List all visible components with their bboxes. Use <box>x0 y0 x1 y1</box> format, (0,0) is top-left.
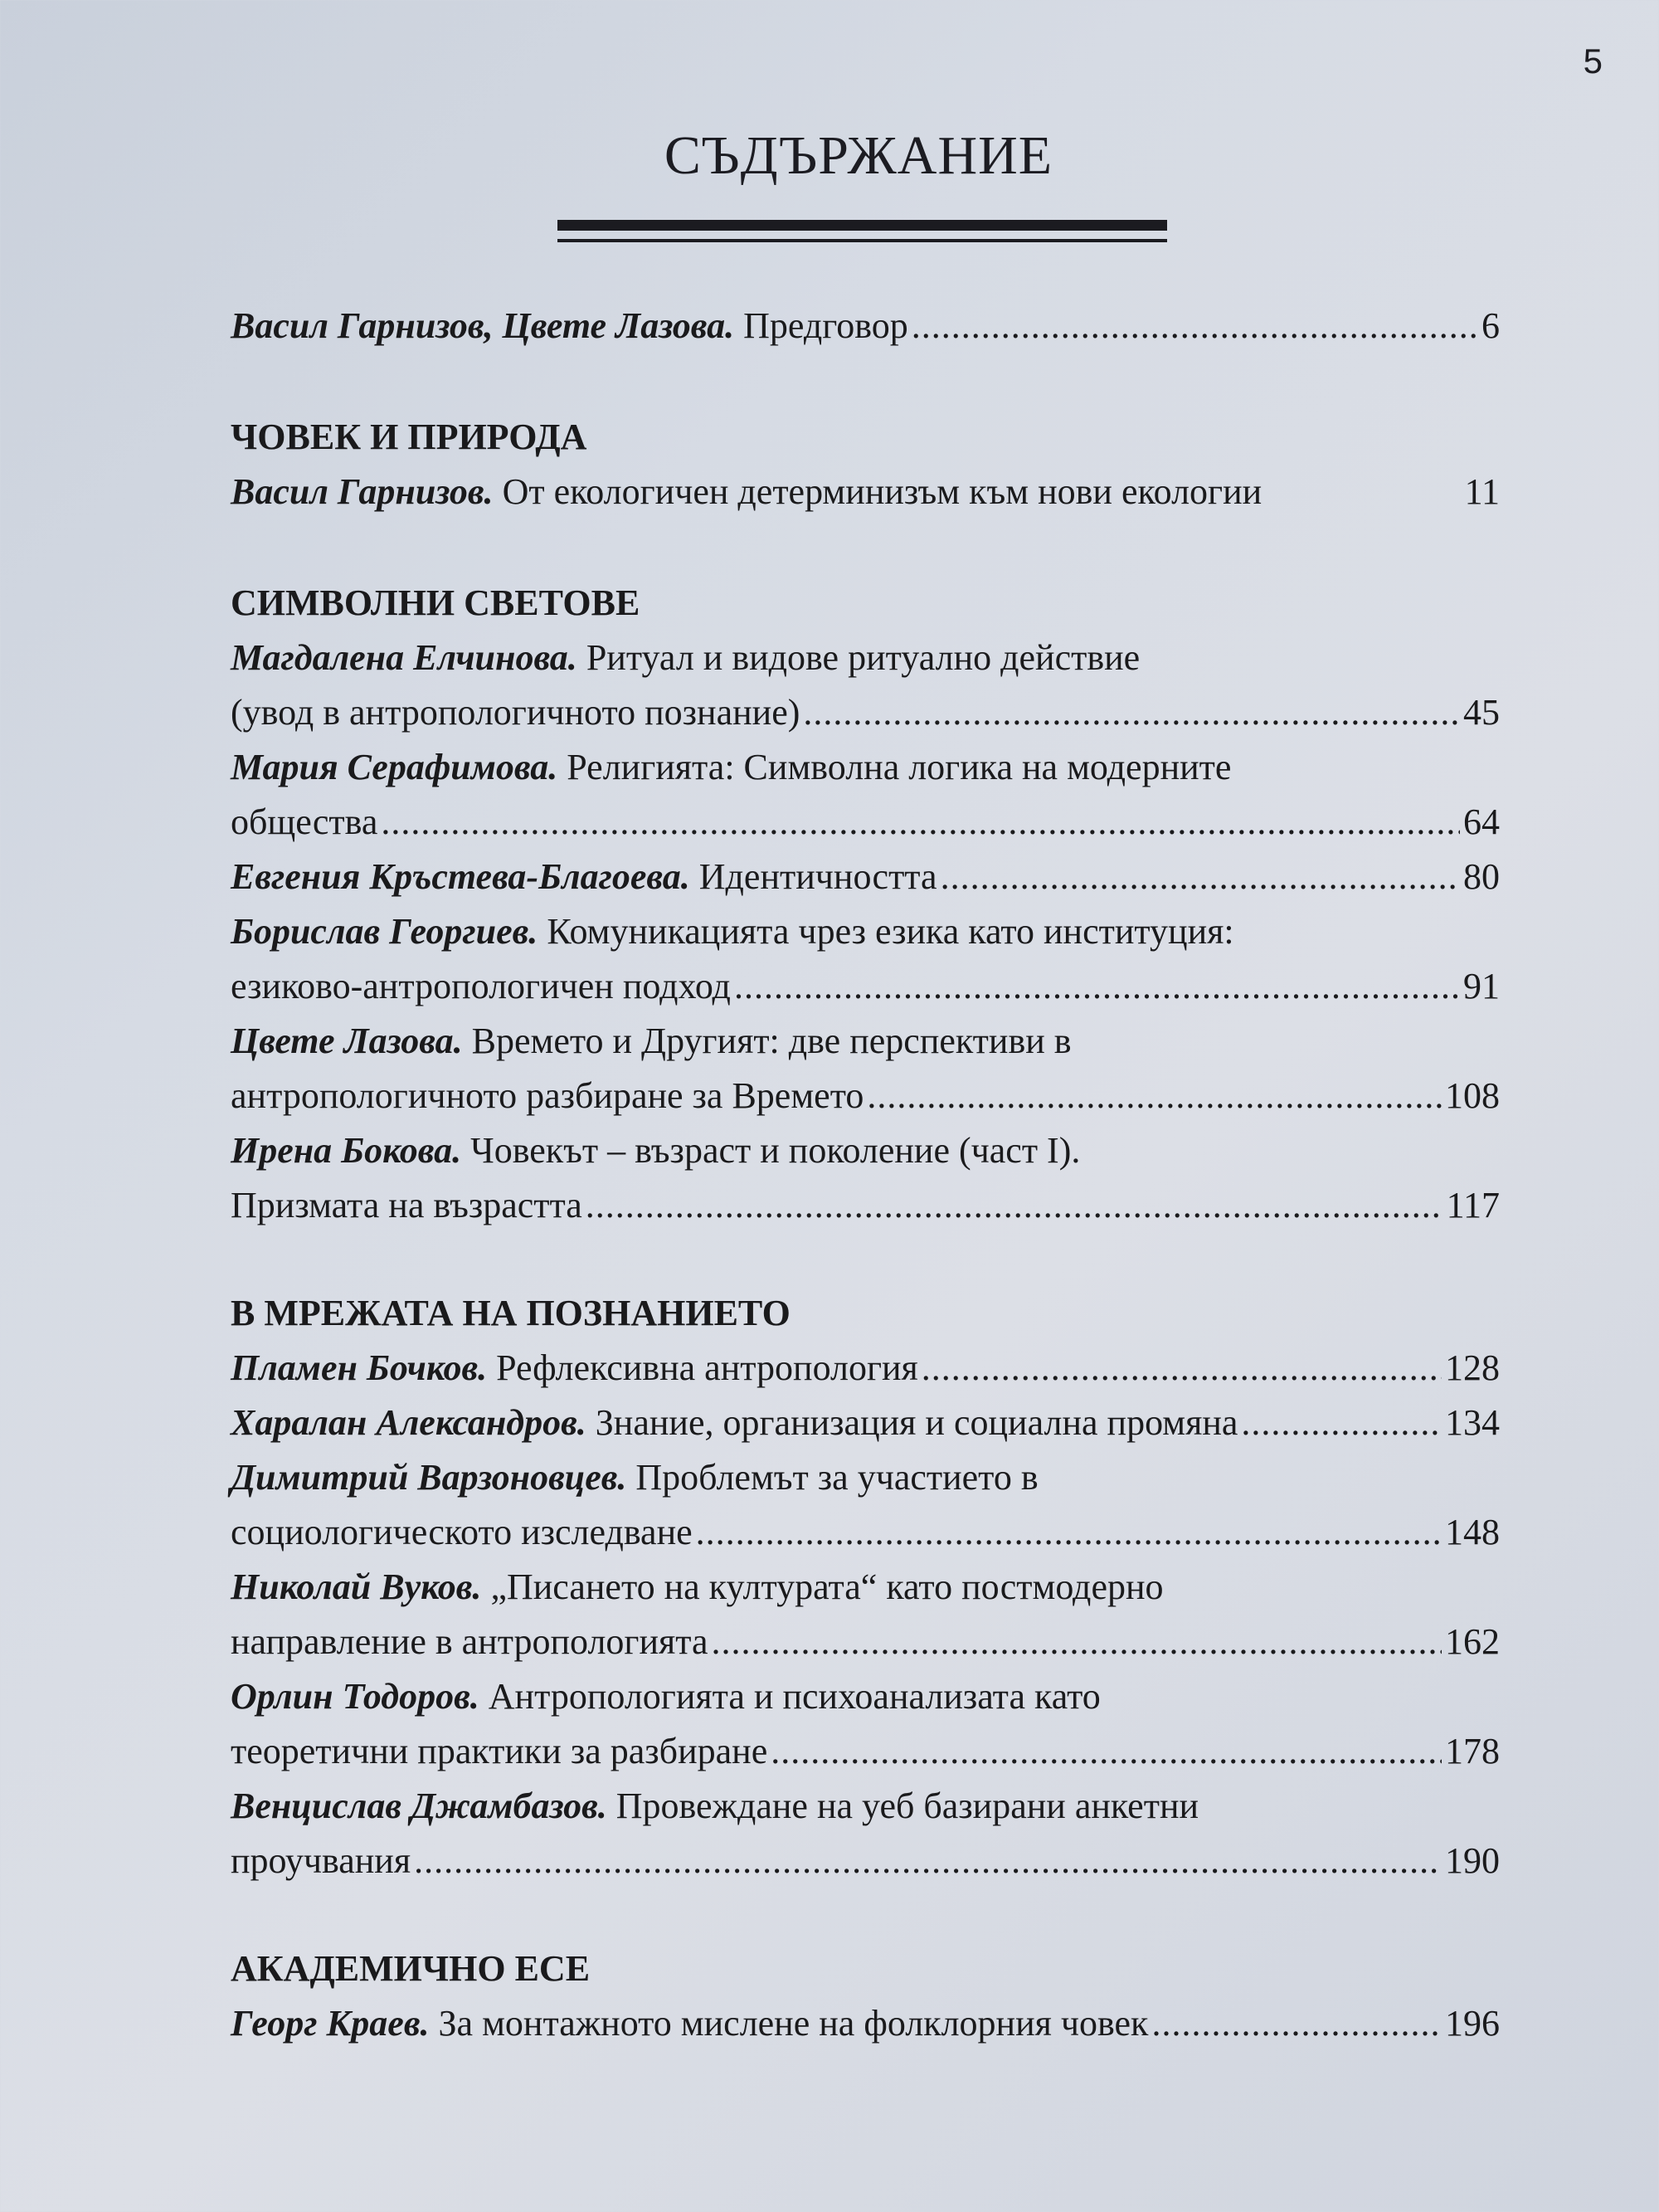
entry-author: Георг Краев. <box>231 2003 430 2044</box>
entry-author: Харалан Александров. <box>231 1402 586 1443</box>
entry-title: Проблемът за участието в <box>635 1457 1039 1498</box>
dot-leader <box>1241 1396 1442 1450</box>
entry-title-cont: антропологичното разбиране за Времето <box>231 1075 864 1116</box>
dot-leader <box>771 1724 1442 1779</box>
toc-entry[interactable] <box>231 740 1500 850</box>
page-title: СЪДЪРЖАНИЕ <box>664 125 1053 186</box>
entry-title: Знание, организация и социална промяна <box>595 1402 1238 1443</box>
dot-leader <box>712 1615 1442 1669</box>
section-heading-academic-essay: АКАДЕМИЧНО ЕСЕ <box>231 1948 591 1989</box>
entry-title: Идентичността <box>698 856 937 897</box>
entry-title: Религията: Символна логика на модерните <box>567 747 1232 787</box>
section-heading-man-and-nature: ЧОВЕК И ПРИРОДА <box>231 417 587 457</box>
entry-author: Орлин Тодоров. <box>231 1676 479 1717</box>
dot-leader <box>867 1069 1442 1123</box>
entry-author: Николай Вуков. <box>231 1566 482 1607</box>
entry-title: Предговор <box>743 305 908 346</box>
entry-title: Провеждане на уеб базирани анкетни <box>615 1786 1199 1826</box>
entry-title: За монтажното мислене на фолклорния човек <box>438 2003 1149 2044</box>
entry-title-cont: социологическото изследване <box>231 1512 693 1552</box>
section-heading-network-of-knowledge: В МРЕЖАТА НА ПОЗНАНИЕТО <box>231 1293 791 1333</box>
toc-entry[interactable] <box>231 1450 1500 1560</box>
dot-leader <box>734 959 1460 1014</box>
entry-author: Борислав Георгиев. <box>231 911 538 952</box>
entry-page: 91 <box>1463 966 1500 1006</box>
page-number: 5 <box>1583 41 1603 80</box>
dot-leader <box>381 795 1460 850</box>
entry-title-cont: направление в антропологията <box>231 1621 708 1662</box>
section-heading-symbolic-worlds: СИМВОЛНИ СВЕТОВЕ <box>231 582 640 623</box>
toc-entry[interactable] <box>231 1560 1500 1669</box>
entry-page: 190 <box>1445 1840 1500 1881</box>
dot-leader <box>922 1341 1442 1396</box>
entry-page: 108 <box>1445 1075 1500 1116</box>
dot-leader <box>586 1178 1443 1233</box>
entry-page: 117 <box>1446 1185 1500 1225</box>
entry-title-cont: общества <box>231 801 378 842</box>
entry-title: Антропологията и психоанализата като <box>488 1676 1101 1717</box>
dot-leader <box>414 1834 1442 1888</box>
entry-page: 11 <box>1464 471 1500 512</box>
entry-page: 80 <box>1463 856 1500 897</box>
entry-author: Димитрий Варзоновцев. <box>231 1457 627 1498</box>
entry-page: 196 <box>1445 2003 1500 2044</box>
entry-author: Пламен Бочков. <box>231 1347 488 1388</box>
entry-page: 45 <box>1463 692 1500 733</box>
dot-leader <box>696 1505 1442 1560</box>
dot-leader <box>803 685 1460 740</box>
entry-page: 134 <box>1445 1402 1500 1443</box>
entry-author: Магдалена Елчинова. <box>231 637 577 678</box>
toc-entry[interactable] <box>231 1396 1500 1450</box>
entry-author: Васил Гарнизов, Цвете Лазова. <box>231 305 735 346</box>
entry-title: От екологичен детерминизъм към нови екологии <box>502 471 1262 512</box>
dot-leader <box>941 850 1460 904</box>
toc-entry[interactable] <box>231 850 1500 904</box>
entry-author: Мария Серафимова. <box>231 747 558 787</box>
toc-entry[interactable] <box>231 1014 1500 1123</box>
entry-page: 178 <box>1445 1731 1500 1771</box>
entry-author: Васил Гарнизов. <box>231 471 494 512</box>
entry-title: Човекът – възраст и поколение (част I). <box>470 1130 1081 1171</box>
entry-author: Ирена Бокова. <box>231 1130 462 1171</box>
title-rule-thin <box>557 239 1167 242</box>
entry-page: 162 <box>1445 1621 1500 1662</box>
toc-entry[interactable] <box>231 631 1500 740</box>
entry-author: Евгения Кръстева-Благоева. <box>231 856 690 897</box>
entry-page: 128 <box>1445 1347 1500 1388</box>
title-rule-thick <box>557 220 1167 231</box>
entry-title-cont: езиково-антропологичен подход <box>231 966 731 1006</box>
entry-title-cont: Призмата на възрастта <box>231 1185 582 1225</box>
toc-entry[interactable] <box>231 904 1500 1014</box>
entry-author: Цвете Лазова. <box>231 1021 463 1061</box>
entry-title-cont: проучвания <box>231 1840 411 1881</box>
dot-leader <box>1151 1996 1442 2051</box>
entry-author: Венцислав Джамбазов. <box>231 1786 607 1826</box>
entry-page: 148 <box>1445 1512 1500 1552</box>
toc-entry[interactable] <box>231 1123 1500 1233</box>
toc-entry[interactable] <box>231 1779 1500 1888</box>
toc-entry[interactable] <box>231 1996 1500 2051</box>
toc-entry[interactable] <box>231 1341 1500 1396</box>
entry-title: Ритуал и видове ритуално действие <box>586 637 1141 678</box>
toc-entry[interactable] <box>231 465 1500 519</box>
entry-title: „Писането на културата“ като постмодерно <box>490 1566 1164 1607</box>
entry-title: Времето и Другият: две перспективи в <box>471 1021 1072 1061</box>
entry-title-cont: (увод в антропологичното познание) <box>231 692 800 733</box>
table-of-contents <box>231 299 1500 2051</box>
entry-page: 6 <box>1481 305 1500 346</box>
dot-leader <box>912 299 1478 353</box>
entry-title: Комуникацията чрез езика като институция: <box>547 911 1234 952</box>
entry-page: 64 <box>1463 801 1500 842</box>
entry-title: Рефлексивна антропология <box>496 1347 918 1388</box>
toc-entry-preface[interactable] <box>231 299 1500 353</box>
toc-entry[interactable] <box>231 1669 1500 1779</box>
entry-title-cont: теоретични практики за разбиране <box>231 1731 768 1771</box>
